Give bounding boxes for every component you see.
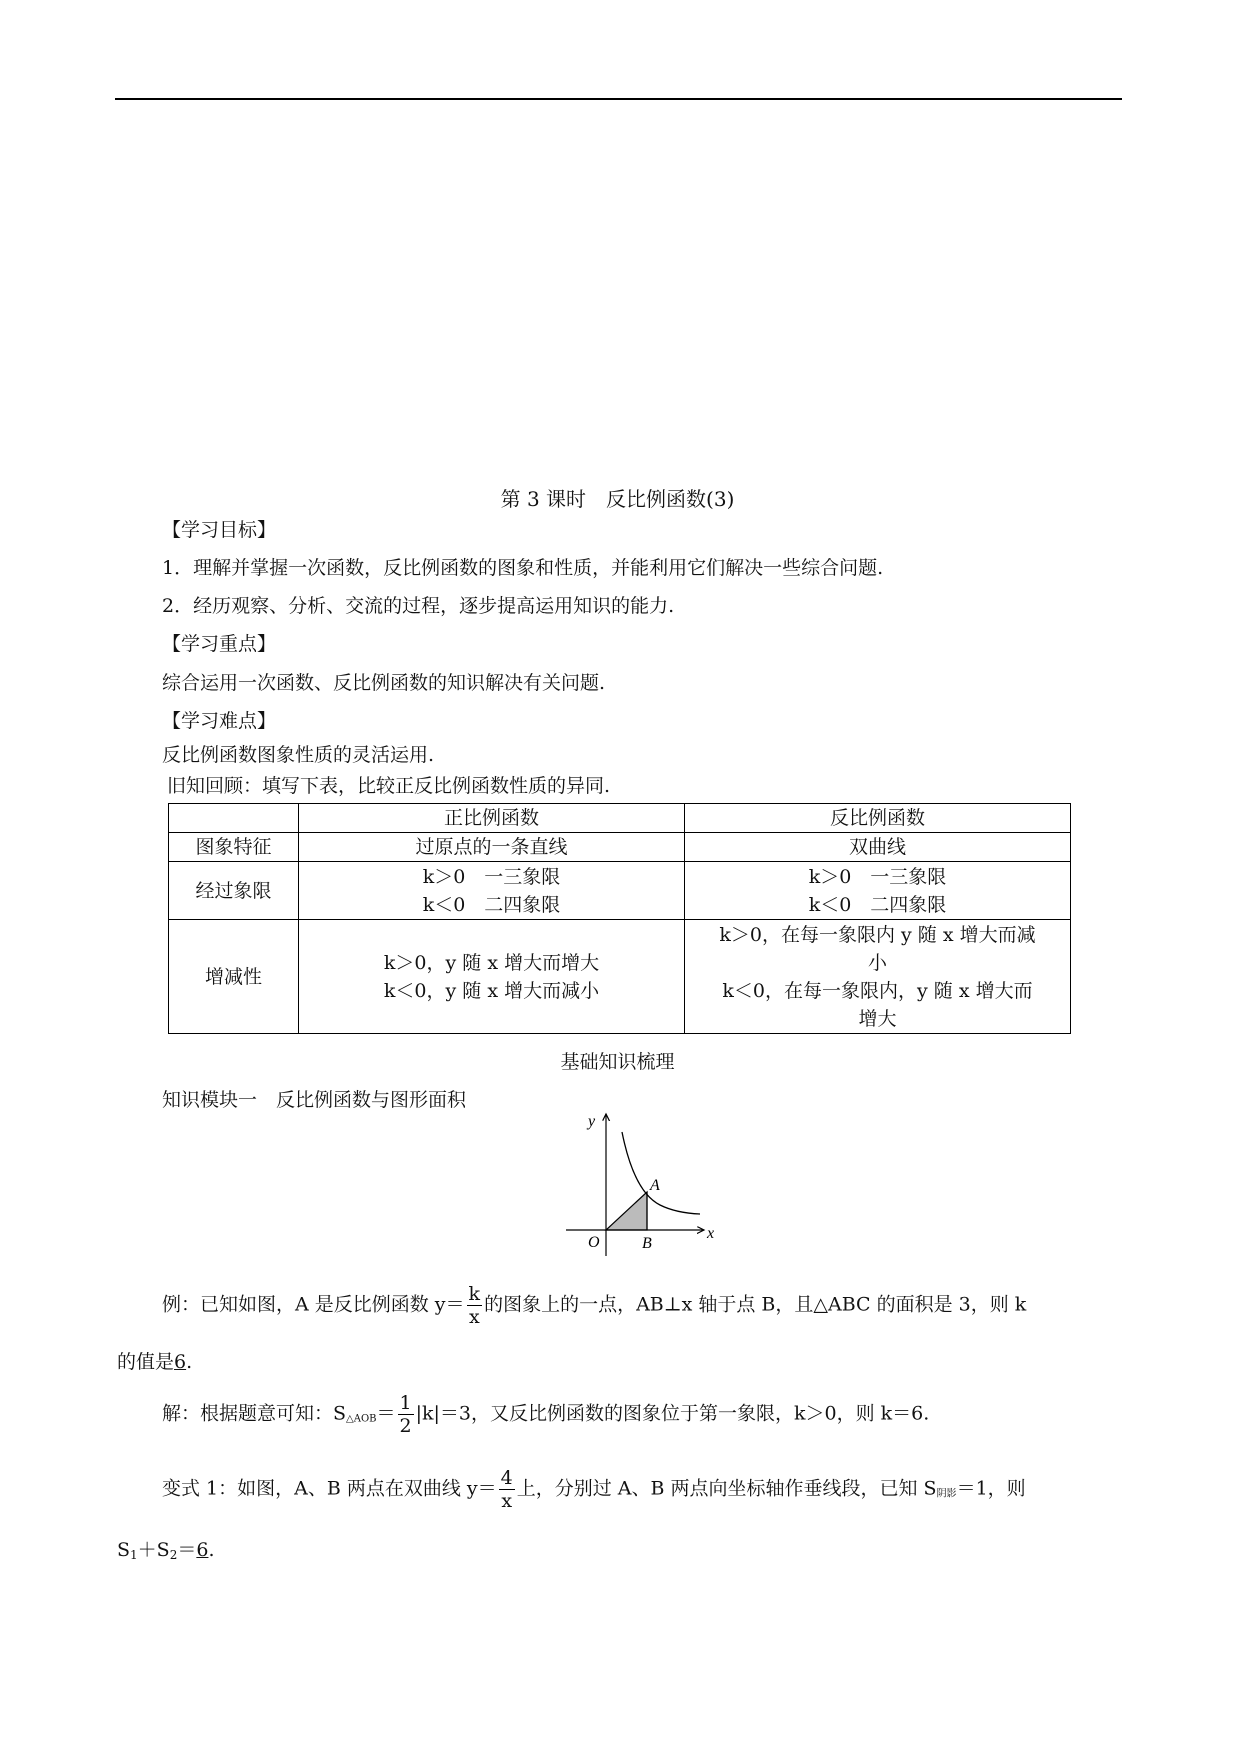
table-header-inverse: 反比例函数	[685, 804, 1071, 833]
variant-line-1: 变式 1：如图，A、B 两点在双曲线 y＝ $\frac{4}{x}$ 上，分别过 A、B 两点向坐标轴作垂线段，已知 $S_{阴影}=1$，则	[162, 1467, 1026, 1512]
header-rule	[115, 98, 1122, 100]
cell-line: 增大	[858, 1007, 897, 1030]
cell-line: 双曲线	[848, 836, 906, 858]
origin-label: O	[588, 1234, 600, 1251]
objective-2: 2．经历观察、分析、交流的过程，逐步提高运用知识的能力.	[162, 595, 675, 617]
difficulty-heading: 【学习难点】	[162, 710, 277, 732]
solution-line: 解：根据题意可知：$S_{\triangle AOB}=$ $\frac{1}{2}$ |k|＝3，又反比例函数的图象位于第一象限，k＞0，则 k＝6.	[162, 1392, 930, 1437]
comparison-table	[168, 803, 1071, 1034]
cell-line: k＞0 一三象限	[422, 865, 561, 888]
table-header-empty	[169, 804, 299, 833]
cell-line: k＞0，y 随 x 增大而增大	[383, 951, 600, 974]
point-a-label: A	[650, 1177, 660, 1194]
hyperbola-figure	[560, 1108, 730, 1258]
table-row	[169, 833, 1071, 862]
review-text: 旧知回顾：填写下表，比较正反比例函数性质的异同.	[167, 775, 611, 797]
variant-answer: 6	[196, 1539, 209, 1561]
example-prefix: 例：已知如图，A 是反比例函数 y＝	[162, 1293, 465, 1316]
table-header-direct: 正比例函数	[299, 804, 685, 833]
table-row	[169, 920, 1071, 1034]
row-label: 增减性	[169, 920, 299, 1034]
focus-heading: 【学习重点】	[162, 633, 277, 655]
objective-1: 1．理解并掌握一次函数，反比例函数的图象和性质，并能利用它们解决一些综合问题.	[162, 557, 884, 579]
y-label: y	[588, 1113, 596, 1130]
cell-line: k＜0，在每一象限内，y 随 x 增大而	[722, 979, 1033, 1002]
example-line-1	[162, 1283, 1122, 1328]
inverse-cell	[685, 833, 1071, 862]
cell-line: 过原点的一条直线	[415, 836, 568, 858]
difficulty-text: 反比例函数图象性质的灵活运用.	[162, 744, 435, 766]
section-title: 基础知识梳理	[560, 1051, 675, 1073]
shaded-subscript: 阴影	[936, 1488, 957, 1500]
objectives-heading: 【学习目标】	[162, 519, 277, 541]
fraction-4-over-x: $\frac{4}{x}$	[500, 1467, 513, 1512]
direct-cell	[299, 833, 685, 862]
example-suffix: 的图象上的一点，AB⊥x 轴于点 B，且△ABC 的面积是 3，则 k	[484, 1293, 1027, 1316]
cell-line: k＜0，y 随 x 增大而减小	[383, 979, 600, 1002]
direct-cell	[299, 920, 685, 1034]
variant-line-2: S1＋S2＝6.	[117, 1539, 215, 1562]
hyperbola-curve	[622, 1132, 700, 1214]
table-header-row	[169, 804, 1071, 833]
fraction-k-over-x: $\frac{k}{x}$	[468, 1283, 481, 1328]
example-line-2: 的值是6.	[117, 1351, 193, 1373]
inverse-cell	[685, 920, 1071, 1034]
cell-line: k＞0，在每一象限内 y 随 x 增大而减	[719, 923, 1036, 946]
lesson-title: 第 3 课时 反比例函数(3)	[500, 487, 735, 511]
inverse-cell	[685, 862, 1071, 920]
shaded-triangle	[606, 1192, 647, 1230]
x-label: x	[707, 1225, 715, 1242]
focus-text: 综合运用一次函数、反比例函数的知识解决有关问题.	[162, 672, 606, 694]
module-title: 知识模块一 反比例函数与图形面积	[162, 1089, 467, 1111]
example-answer: 6	[174, 1351, 187, 1373]
row-label: 经过象限	[169, 862, 299, 920]
fraction-one-half: $\frac{1}{2}$	[399, 1392, 412, 1437]
direct-cell	[299, 862, 685, 920]
table-row	[169, 862, 1071, 920]
row-label: 图象特征	[169, 833, 299, 862]
point-b-label: B	[642, 1235, 652, 1252]
cell-line: 小	[867, 951, 887, 974]
solution-subscript: △AOB	[346, 1413, 377, 1425]
cell-line: k＜0 二四象限	[808, 893, 947, 916]
cell-line: k＜0 二四象限	[422, 893, 561, 916]
cell-line: k＞0 一三象限	[808, 865, 947, 888]
